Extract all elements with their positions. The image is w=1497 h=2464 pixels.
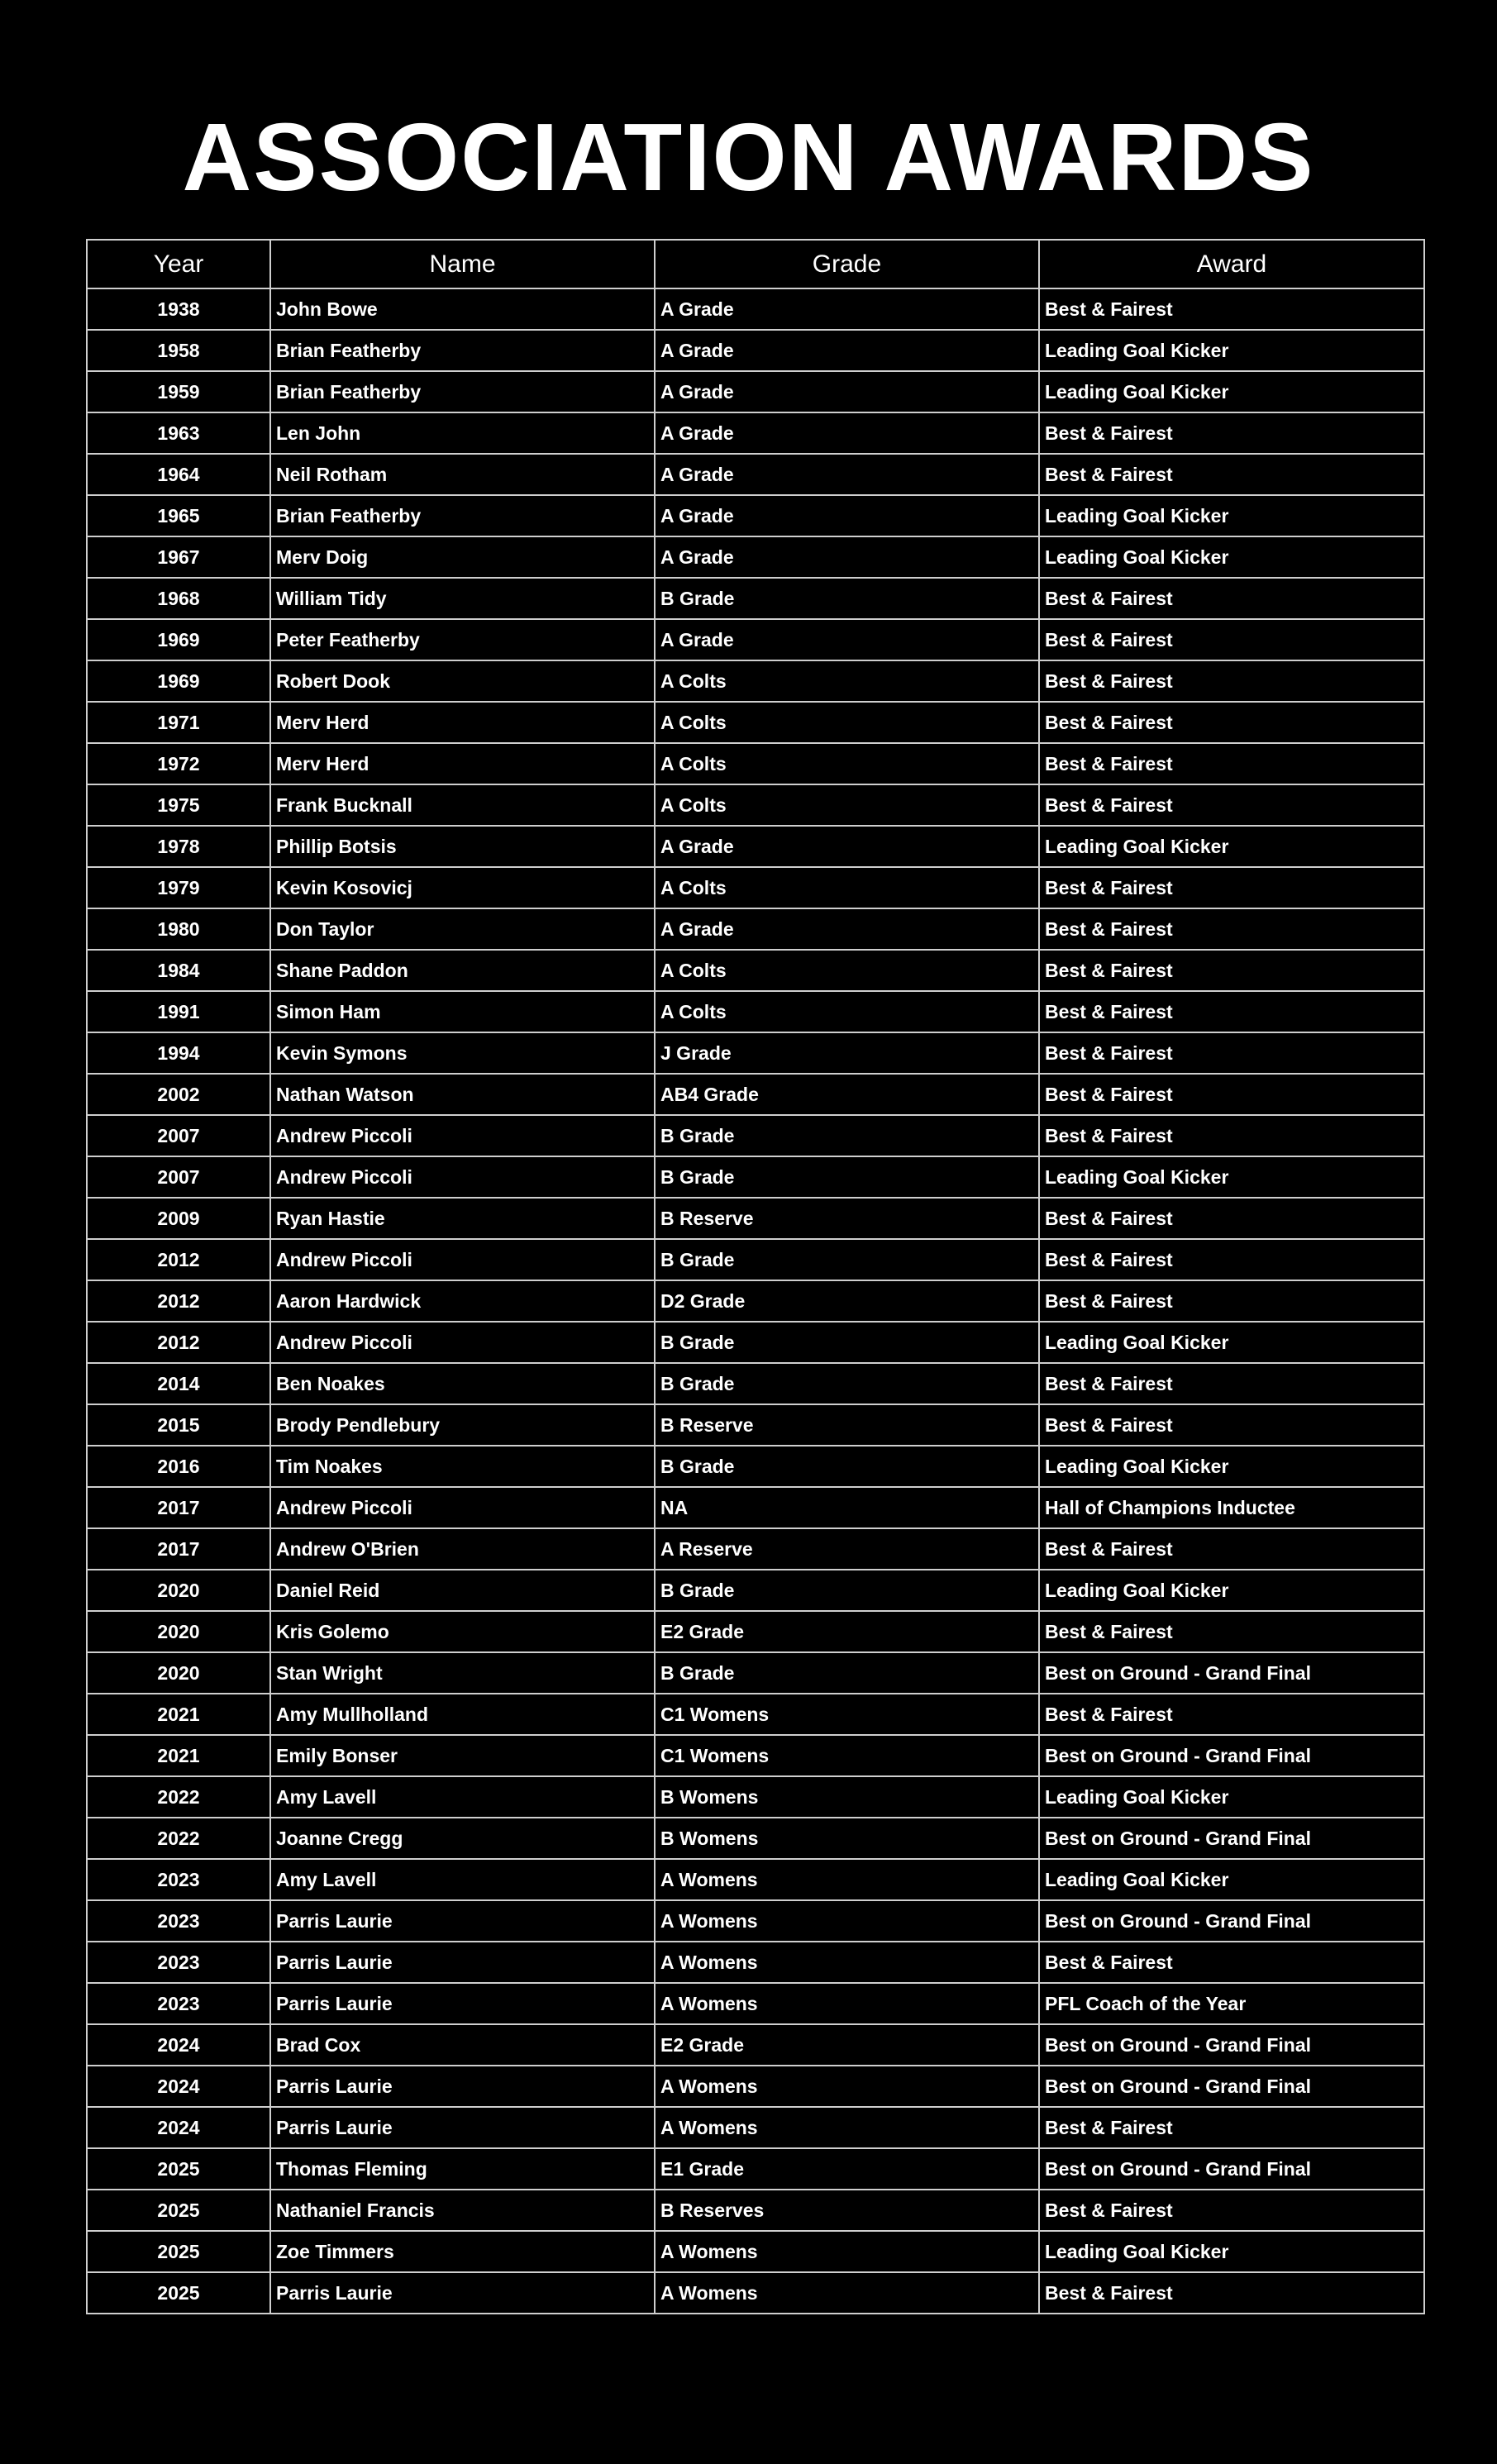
name-cell: Len John <box>270 412 655 454</box>
table-row <box>87 619 1424 660</box>
column-header-grade: Grade <box>655 240 1039 288</box>
name-cell: Aaron Hardwick <box>270 1280 655 1322</box>
award-cell: Best & Fairest <box>1039 1611 1424 1652</box>
grade-cell: A Colts <box>655 702 1039 743</box>
grade-cell: A Grade <box>655 536 1039 578</box>
table-row <box>87 2272 1424 2314</box>
award-cell: Best & Fairest <box>1039 2272 1424 2314</box>
year-cell: 2024 <box>87 2066 270 2107</box>
award-cell: Best & Fairest <box>1039 702 1424 743</box>
name-cell: Andrew Piccoli <box>270 1115 655 1156</box>
year-cell: 1965 <box>87 495 270 536</box>
grade-cell: A Womens <box>655 2066 1039 2107</box>
name-cell: Ben Noakes <box>270 1363 655 1404</box>
name-cell: Brody Pendlebury <box>270 1404 655 1446</box>
name-cell: Merv Herd <box>270 743 655 784</box>
award-cell: Best & Fairest <box>1039 784 1424 826</box>
year-cell: 2020 <box>87 1611 270 1652</box>
award-cell: Leading Goal Kicker <box>1039 1446 1424 1487</box>
table-row <box>87 1818 1424 1859</box>
grade-cell: A Colts <box>655 660 1039 702</box>
table-row <box>87 867 1424 908</box>
year-cell: 2009 <box>87 1198 270 1239</box>
table-row <box>87 743 1424 784</box>
name-cell: Parris Laurie <box>270 1900 655 1942</box>
award-cell: Leading Goal Kicker <box>1039 330 1424 371</box>
name-cell: Merv Herd <box>270 702 655 743</box>
name-cell: Parris Laurie <box>270 2107 655 2148</box>
award-cell: Best & Fairest <box>1039 743 1424 784</box>
year-cell: 1958 <box>87 330 270 371</box>
grade-cell: C1 Womens <box>655 1735 1039 1776</box>
year-cell: 2021 <box>87 1735 270 1776</box>
grade-cell: B Grade <box>655 1239 1039 1280</box>
table-row <box>87 991 1424 1032</box>
grade-cell: A Grade <box>655 495 1039 536</box>
table-row <box>87 2148 1424 2190</box>
name-cell: Parris Laurie <box>270 1942 655 1983</box>
grade-cell: A Grade <box>655 288 1039 330</box>
award-cell: Leading Goal Kicker <box>1039 536 1424 578</box>
grade-cell: B Grade <box>655 1570 1039 1611</box>
award-cell: Best & Fairest <box>1039 1032 1424 1074</box>
award-cell: Best & Fairest <box>1039 1074 1424 1115</box>
name-cell: Don Taylor <box>270 908 655 950</box>
table-row <box>87 1528 1424 1570</box>
year-cell: 1991 <box>87 991 270 1032</box>
name-cell: Kris Golemo <box>270 1611 655 1652</box>
table-row <box>87 1446 1424 1487</box>
name-cell: Brian Featherby <box>270 495 655 536</box>
name-cell: Andrew Piccoli <box>270 1322 655 1363</box>
year-cell: 2021 <box>87 1694 270 1735</box>
table-row <box>87 908 1424 950</box>
grade-cell: A Colts <box>655 743 1039 784</box>
award-cell: Best on Ground - Grand Final <box>1039 2148 1424 2190</box>
award-cell: Best on Ground - Grand Final <box>1039 2024 1424 2066</box>
award-cell: Best & Fairest <box>1039 1280 1424 1322</box>
table-row <box>87 330 1424 371</box>
year-cell: 1975 <box>87 784 270 826</box>
year-cell: 2012 <box>87 1322 270 1363</box>
year-cell: 2023 <box>87 1983 270 2024</box>
grade-cell: A Colts <box>655 784 1039 826</box>
grade-cell: A Grade <box>655 412 1039 454</box>
award-cell: Leading Goal Kicker <box>1039 1322 1424 1363</box>
year-cell: 2022 <box>87 1776 270 1818</box>
grade-cell: B Reserve <box>655 1404 1039 1446</box>
grade-cell: A Womens <box>655 2231 1039 2272</box>
table-row <box>87 371 1424 412</box>
award-cell: Best & Fairest <box>1039 412 1424 454</box>
award-cell: Best & Fairest <box>1039 288 1424 330</box>
award-cell: Best & Fairest <box>1039 2190 1424 2231</box>
year-cell: 1964 <box>87 454 270 495</box>
year-cell: 2025 <box>87 2272 270 2314</box>
table-row <box>87 536 1424 578</box>
year-cell: 2023 <box>87 1900 270 1942</box>
year-cell: 2023 <box>87 1859 270 1900</box>
column-header-award: Award <box>1039 240 1424 288</box>
table-body <box>87 288 1424 2314</box>
table-row <box>87 950 1424 991</box>
award-cell: Leading Goal Kicker <box>1039 1570 1424 1611</box>
grade-cell: A Womens <box>655 1859 1039 1900</box>
table-row <box>87 1115 1424 1156</box>
name-cell: Neil Rotham <box>270 454 655 495</box>
grade-cell: B Grade <box>655 1156 1039 1198</box>
table-row <box>87 1032 1424 1074</box>
award-cell: Leading Goal Kicker <box>1039 1859 1424 1900</box>
name-cell: Parris Laurie <box>270 2272 655 2314</box>
name-cell: Nathan Watson <box>270 1074 655 1115</box>
grade-cell: A Womens <box>655 2107 1039 2148</box>
name-cell: Andrew O'Brien <box>270 1528 655 1570</box>
year-cell: 2007 <box>87 1115 270 1156</box>
column-header-name: Name <box>270 240 655 288</box>
grade-cell: E2 Grade <box>655 2024 1039 2066</box>
name-cell: Thomas Fleming <box>270 2148 655 2190</box>
year-cell: 2022 <box>87 1818 270 1859</box>
table-row <box>87 784 1424 826</box>
table-row <box>87 2066 1424 2107</box>
grade-cell: A Grade <box>655 330 1039 371</box>
year-cell: 2016 <box>87 1446 270 1487</box>
table-header <box>87 240 1424 288</box>
table-row <box>87 1198 1424 1239</box>
year-cell: 1984 <box>87 950 270 991</box>
year-cell: 2025 <box>87 2231 270 2272</box>
table-row <box>87 1156 1424 1198</box>
year-cell: 1969 <box>87 660 270 702</box>
name-cell: Andrew Piccoli <box>270 1156 655 1198</box>
name-cell: Merv Doig <box>270 536 655 578</box>
grade-cell: B Grade <box>655 1652 1039 1694</box>
name-cell: Tim Noakes <box>270 1446 655 1487</box>
year-cell: 2024 <box>87 2024 270 2066</box>
grade-cell: C1 Womens <box>655 1694 1039 1735</box>
year-cell: 2025 <box>87 2190 270 2231</box>
table-row <box>87 1280 1424 1322</box>
award-cell: Best & Fairest <box>1039 619 1424 660</box>
grade-cell: A Womens <box>655 1900 1039 1942</box>
year-cell: 2020 <box>87 1652 270 1694</box>
year-cell: 2007 <box>87 1156 270 1198</box>
name-cell: Brad Cox <box>270 2024 655 2066</box>
grade-cell: A Colts <box>655 867 1039 908</box>
name-cell: Parris Laurie <box>270 1983 655 2024</box>
header-row <box>87 240 1424 288</box>
table-row <box>87 1322 1424 1363</box>
year-cell: 2020 <box>87 1570 270 1611</box>
name-cell: Phillip Botsis <box>270 826 655 867</box>
award-cell: PFL Coach of the Year <box>1039 1983 1424 2024</box>
award-cell: Best & Fairest <box>1039 578 1424 619</box>
table-row <box>87 1363 1424 1404</box>
award-cell: Best & Fairest <box>1039 1363 1424 1404</box>
grade-cell: B Reserves <box>655 2190 1039 2231</box>
grade-cell: B Grade <box>655 578 1039 619</box>
grade-cell: D2 Grade <box>655 1280 1039 1322</box>
year-cell: 1978 <box>87 826 270 867</box>
grade-cell: B Reserve <box>655 1198 1039 1239</box>
year-cell: 2023 <box>87 1942 270 1983</box>
grade-cell: J Grade <box>655 1032 1039 1074</box>
awards-table <box>86 239 1425 2314</box>
table-row <box>87 1652 1424 1694</box>
name-cell: Zoe Timmers <box>270 2231 655 2272</box>
award-cell: Best & Fairest <box>1039 950 1424 991</box>
table-row <box>87 1404 1424 1446</box>
grade-cell: B Womens <box>655 1818 1039 1859</box>
award-cell: Best on Ground - Grand Final <box>1039 1818 1424 1859</box>
award-cell: Best & Fairest <box>1039 867 1424 908</box>
name-cell: Kevin Kosovicj <box>270 867 655 908</box>
table-row <box>87 2190 1424 2231</box>
table-row <box>87 1611 1424 1652</box>
grade-cell: A Reserve <box>655 1528 1039 1570</box>
award-cell: Best on Ground - Grand Final <box>1039 2066 1424 2107</box>
name-cell: Stan Wright <box>270 1652 655 1694</box>
year-cell: 1938 <box>87 288 270 330</box>
year-cell: 2017 <box>87 1487 270 1528</box>
table-row <box>87 454 1424 495</box>
table-row <box>87 2107 1424 2148</box>
award-cell: Leading Goal Kicker <box>1039 826 1424 867</box>
name-cell: Amy Mullholland <box>270 1694 655 1735</box>
name-cell: Ryan Hastie <box>270 1198 655 1239</box>
table-row <box>87 1776 1424 1818</box>
table-row <box>87 1859 1424 1900</box>
grade-cell: A Womens <box>655 1942 1039 1983</box>
year-cell: 2012 <box>87 1280 270 1322</box>
grade-cell: A Grade <box>655 908 1039 950</box>
award-cell: Leading Goal Kicker <box>1039 495 1424 536</box>
year-cell: 1994 <box>87 1032 270 1074</box>
award-cell: Best & Fairest <box>1039 1528 1424 1570</box>
grade-cell: B Grade <box>655 1363 1039 1404</box>
page-title: ASSOCIATION AWARDS <box>182 103 1315 211</box>
grade-cell: AB4 Grade <box>655 1074 1039 1115</box>
grade-cell: NA <box>655 1487 1039 1528</box>
year-cell: 2012 <box>87 1239 270 1280</box>
year-cell: 2015 <box>87 1404 270 1446</box>
year-cell: 1969 <box>87 619 270 660</box>
grade-cell: A Womens <box>655 2272 1039 2314</box>
grade-cell: B Grade <box>655 1322 1039 1363</box>
award-cell: Best & Fairest <box>1039 1404 1424 1446</box>
grade-cell: A Womens <box>655 1983 1039 2024</box>
table-row <box>87 1942 1424 1983</box>
year-cell: 2002 <box>87 1074 270 1115</box>
year-cell: 1979 <box>87 867 270 908</box>
award-cell: Leading Goal Kicker <box>1039 1776 1424 1818</box>
name-cell: Brian Featherby <box>270 371 655 412</box>
grade-cell: A Grade <box>655 454 1039 495</box>
table-row <box>87 2231 1424 2272</box>
grade-cell: B Grade <box>655 1115 1039 1156</box>
year-cell: 1971 <box>87 702 270 743</box>
award-cell: Best & Fairest <box>1039 1198 1424 1239</box>
column-header-year: Year <box>87 240 270 288</box>
name-cell: Emily Bonser <box>270 1735 655 1776</box>
table-row <box>87 578 1424 619</box>
table-row <box>87 1735 1424 1776</box>
name-cell: Andrew Piccoli <box>270 1487 655 1528</box>
table-row <box>87 660 1424 702</box>
table-row <box>87 288 1424 330</box>
year-cell: 2024 <box>87 2107 270 2148</box>
grade-cell: A Colts <box>655 950 1039 991</box>
award-cell: Best & Fairest <box>1039 908 1424 950</box>
award-cell: Best & Fairest <box>1039 991 1424 1032</box>
name-cell: Joanne Cregg <box>270 1818 655 1859</box>
table-row <box>87 1694 1424 1735</box>
name-cell: Peter Featherby <box>270 619 655 660</box>
name-cell: Amy Lavell <box>270 1859 655 1900</box>
award-cell: Best on Ground - Grand Final <box>1039 1735 1424 1776</box>
award-cell: Best on Ground - Grand Final <box>1039 1652 1424 1694</box>
year-cell: 1967 <box>87 536 270 578</box>
award-cell: Best & Fairest <box>1039 1239 1424 1280</box>
year-cell: 2017 <box>87 1528 270 1570</box>
name-cell: Shane Paddon <box>270 950 655 991</box>
table-row <box>87 412 1424 454</box>
name-cell: Andrew Piccoli <box>270 1239 655 1280</box>
year-cell: 1968 <box>87 578 270 619</box>
table-row <box>87 1487 1424 1528</box>
table-row <box>87 495 1424 536</box>
table-row <box>87 1239 1424 1280</box>
grade-cell: A Grade <box>655 619 1039 660</box>
name-cell: Amy Lavell <box>270 1776 655 1818</box>
year-cell: 2014 <box>87 1363 270 1404</box>
year-cell: 1972 <box>87 743 270 784</box>
name-cell: Kevin Symons <box>270 1032 655 1074</box>
award-cell: Hall of Champions Inductee <box>1039 1487 1424 1528</box>
grade-cell: B Womens <box>655 1776 1039 1818</box>
grade-cell: E2 Grade <box>655 1611 1039 1652</box>
award-cell: Best & Fairest <box>1039 1694 1424 1735</box>
award-cell: Best & Fairest <box>1039 1115 1424 1156</box>
year-cell: 1959 <box>87 371 270 412</box>
year-cell: 1980 <box>87 908 270 950</box>
name-cell: John Bowe <box>270 288 655 330</box>
table-row <box>87 1570 1424 1611</box>
table-row <box>87 1074 1424 1115</box>
award-cell: Leading Goal Kicker <box>1039 1156 1424 1198</box>
year-cell: 2025 <box>87 2148 270 2190</box>
name-cell: William Tidy <box>270 578 655 619</box>
award-cell: Best & Fairest <box>1039 1942 1424 1983</box>
name-cell: Daniel Reid <box>270 1570 655 1611</box>
award-cell: Leading Goal Kicker <box>1039 2231 1424 2272</box>
name-cell: Parris Laurie <box>270 2066 655 2107</box>
name-cell: Brian Featherby <box>270 330 655 371</box>
table-row <box>87 2024 1424 2066</box>
table-row <box>87 826 1424 867</box>
award-cell: Best & Fairest <box>1039 2107 1424 2148</box>
grade-cell: A Grade <box>655 371 1039 412</box>
award-cell: Leading Goal Kicker <box>1039 371 1424 412</box>
grade-cell: B Grade <box>655 1446 1039 1487</box>
table-row <box>87 1983 1424 2024</box>
table-row <box>87 1900 1424 1942</box>
table-row <box>87 702 1424 743</box>
name-cell: Frank Bucknall <box>270 784 655 826</box>
year-cell: 1963 <box>87 412 270 454</box>
name-cell: Nathaniel Francis <box>270 2190 655 2231</box>
name-cell: Robert Dook <box>270 660 655 702</box>
grade-cell: E1 Grade <box>655 2148 1039 2190</box>
award-cell: Best & Fairest <box>1039 660 1424 702</box>
grade-cell: A Colts <box>655 991 1039 1032</box>
name-cell: Simon Ham <box>270 991 655 1032</box>
award-cell: Best on Ground - Grand Final <box>1039 1900 1424 1942</box>
award-cell: Best & Fairest <box>1039 454 1424 495</box>
grade-cell: A Grade <box>655 826 1039 867</box>
